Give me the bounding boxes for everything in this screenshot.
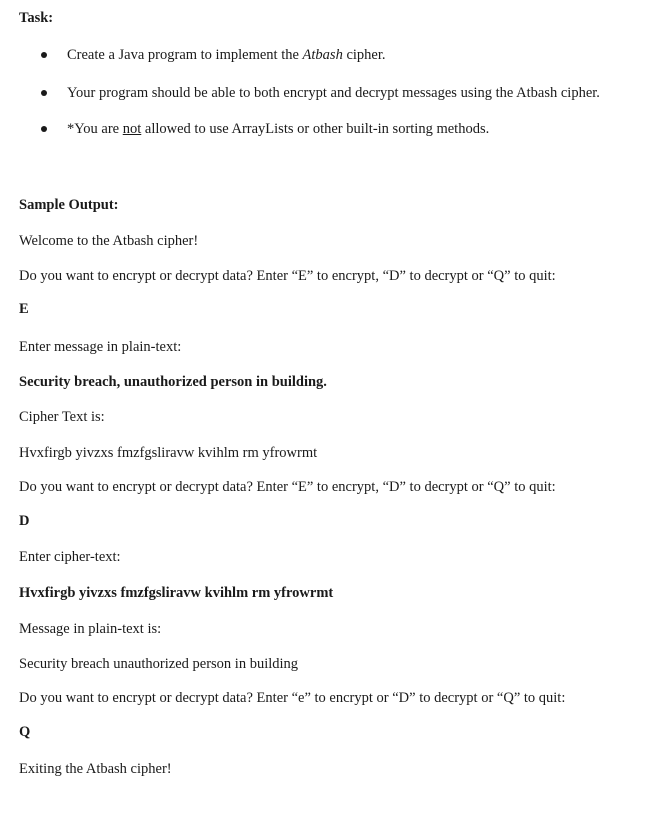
sample-line: Do you want to encrypt or decrypt data? Enter “E” to encrypt, “D” to decrypt or “Q” to quit: [19,268,556,284]
bullet-text: Create a Java program to implement the Atbash cipher. [67,47,386,63]
sample-line: Security breach unauthorized person in building [19,656,299,672]
sample-output-heading: Sample Output: [19,197,119,213]
sample-line: Message in plain-text is: [19,621,162,637]
bullet-icon [41,52,47,58]
sample-line: Hvxfirgb yivzxs fmzfgsliravw kvihlm rm yfrowrmt [19,585,334,601]
sample-line: Do you want to encrypt or decrypt data? Enter “e” to encrypt or “D” to decrypt or “Q” to quit: [19,690,566,706]
sample-line: E [19,301,29,317]
sample-line: Enter cipher-text: [19,549,121,565]
sample-line: Do you want to encrypt or decrypt data? Enter “E” to encrypt, “D” to decrypt or “Q” to quit: [19,479,556,495]
sample-line: Q [19,724,31,740]
bullet-icon [41,90,47,96]
bullet-text: *You are not allowed to use ArrayLists or other built-in sorting methods. [67,121,490,137]
bullet-text: Your program should be able to both encrypt and decrypt messages using the Atbash cipher. [67,85,600,101]
bullet-icon [41,126,47,132]
sample-line: Cipher Text is: [19,409,105,425]
sample-line: Exiting the Atbash cipher! [19,761,172,777]
sample-line: Enter message in plain-text: [19,339,182,355]
sample-line: Welcome to the Atbash cipher! [19,233,199,249]
sample-line: Security breach, unauthorized person in building. [19,374,327,390]
task-heading: Task: [19,10,54,26]
sample-line: Hvxfirgb yivzxs fmzfgsliravw kvihlm rm yfrowrmt [19,445,318,461]
sample-line: D [19,513,30,529]
